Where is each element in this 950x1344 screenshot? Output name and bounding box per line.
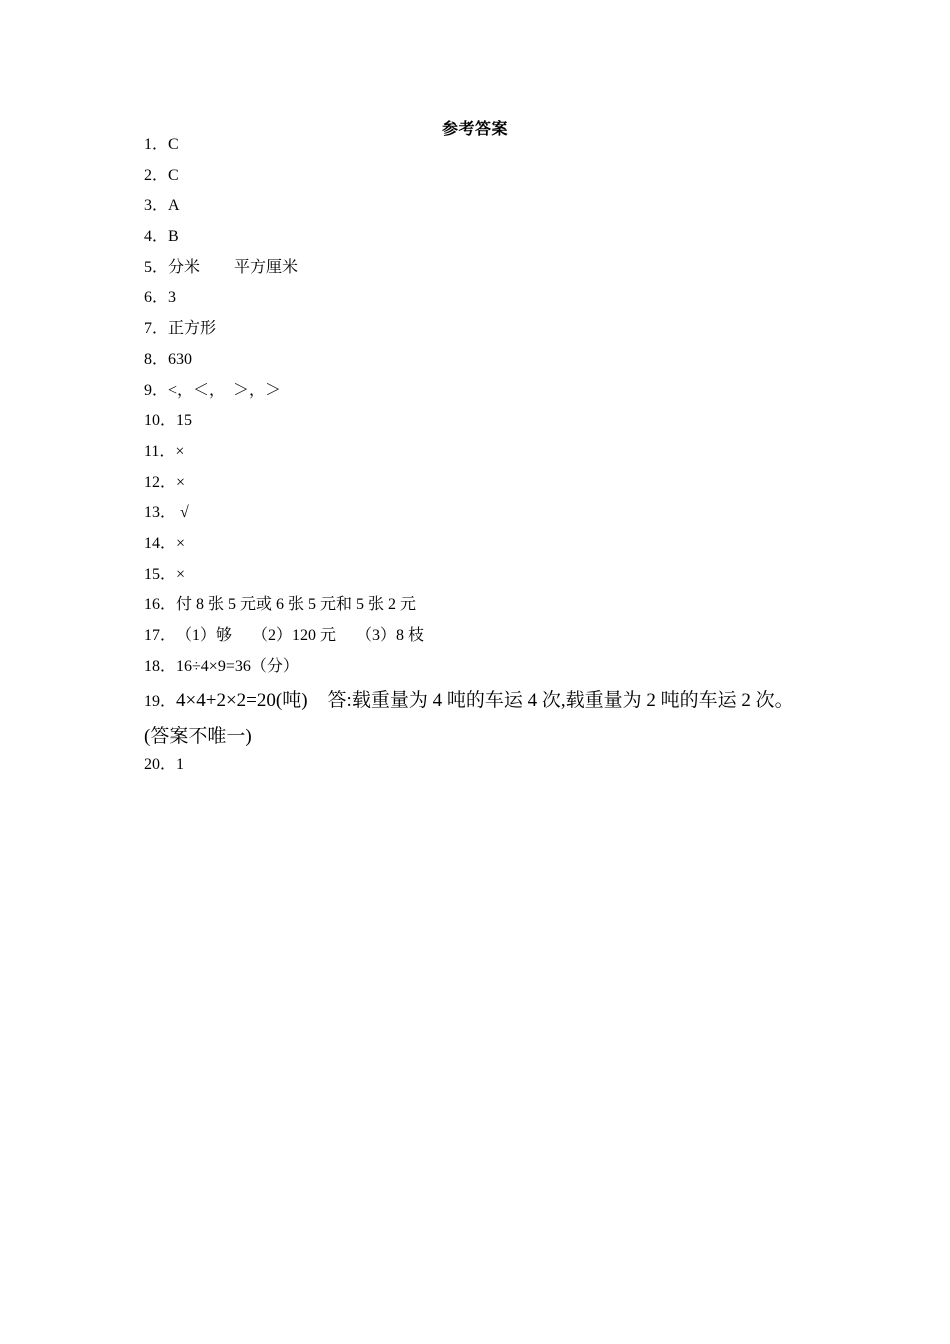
answer-part: 答:载重量为 4 吨的车运 4 次,载重量为 2 吨的车运 2 次。 — [327, 690, 794, 712]
answer-part: 分米 — [168, 258, 201, 276]
answer-number: 5． — [144, 258, 169, 276]
answer-number: 19． — [144, 693, 177, 711]
answer-item-3 — [144, 195, 824, 226]
answer-number: 4． — [144, 228, 169, 246]
answer-number: 7． — [144, 320, 169, 338]
answer-number: 15． — [144, 565, 177, 583]
answer-text: C — [168, 166, 179, 184]
answer-number: 6． — [144, 289, 169, 307]
answer-number: 14． — [144, 534, 177, 552]
answer-number: 13． — [144, 504, 177, 522]
answer-number: 11． — [144, 442, 176, 460]
answer-text: C — [168, 136, 179, 153]
answer-text: × — [176, 473, 186, 491]
answer-text: 正方形 — [168, 320, 217, 338]
answer-item-13 — [144, 502, 824, 533]
page-title: 参考答案 — [441, 121, 508, 138]
answer-number: 10． — [144, 412, 177, 430]
answer-item-19 — [144, 686, 824, 722]
answer-item-2 — [144, 165, 824, 196]
answer-number: 20． — [144, 756, 177, 774]
answer-number: 12． — [144, 473, 177, 491]
answer-item-16 — [144, 594, 824, 625]
answer-text: <，＜， ＞，＞ — [168, 381, 282, 399]
answer-list — [144, 134, 824, 785]
answer-item-5 — [144, 257, 824, 288]
answer-part: 平方厘米 — [234, 258, 299, 276]
answer-number: 1． — [144, 136, 169, 153]
answer-item-9 — [144, 380, 824, 411]
answer-item-7 — [144, 318, 824, 349]
answer-text: B — [168, 228, 179, 246]
answer-item-20 — [144, 754, 824, 785]
answer-item-18 — [144, 656, 824, 687]
answer-part: （1）够 — [176, 627, 233, 644]
answer-text: × — [176, 534, 186, 552]
answer-text: 付 8 张 5 元或 6 张 5 元和 5 张 2 元 — [176, 596, 417, 614]
answer-item-19-continuation — [144, 722, 824, 754]
answer-item-11 — [144, 441, 824, 472]
answer-number: 17． — [144, 627, 177, 644]
answer-item-15 — [144, 564, 824, 595]
answer-text: A — [168, 197, 180, 215]
answer-text: 3 — [168, 289, 177, 307]
answer-part: （3）8 枝 — [356, 627, 425, 644]
answer-item-6 — [144, 287, 824, 318]
answer-text: × — [176, 565, 186, 583]
answer-part: 4×4+2×2=20(吨) — [176, 690, 308, 712]
answer-number: 2． — [144, 166, 169, 184]
answer-item-14 — [144, 533, 824, 564]
answer-number: 3． — [144, 197, 169, 215]
answer-number: 8． — [144, 350, 169, 368]
answer-item-8 — [144, 349, 824, 380]
answer-text: √ — [176, 504, 189, 522]
answer-item-17 — [144, 625, 824, 656]
answer-text: 1 — [176, 756, 185, 774]
answer-text: 16÷4×9=36（分） — [176, 657, 299, 675]
answer-number: 9． — [144, 381, 169, 399]
answer-part: （2）120 元 — [252, 627, 337, 644]
answer-item-12 — [144, 472, 824, 503]
answer-number: 16． — [144, 596, 177, 614]
answer-item-1 — [144, 134, 824, 165]
answer-continuation: (答案不唯一) — [144, 726, 252, 748]
answer-text: 15 — [176, 412, 193, 430]
answer-text: 630 — [168, 350, 193, 368]
answer-item-10 — [144, 410, 824, 441]
answer-text: × — [175, 442, 185, 460]
answer-item-4 — [144, 226, 824, 257]
answer-number: 18． — [144, 657, 177, 675]
